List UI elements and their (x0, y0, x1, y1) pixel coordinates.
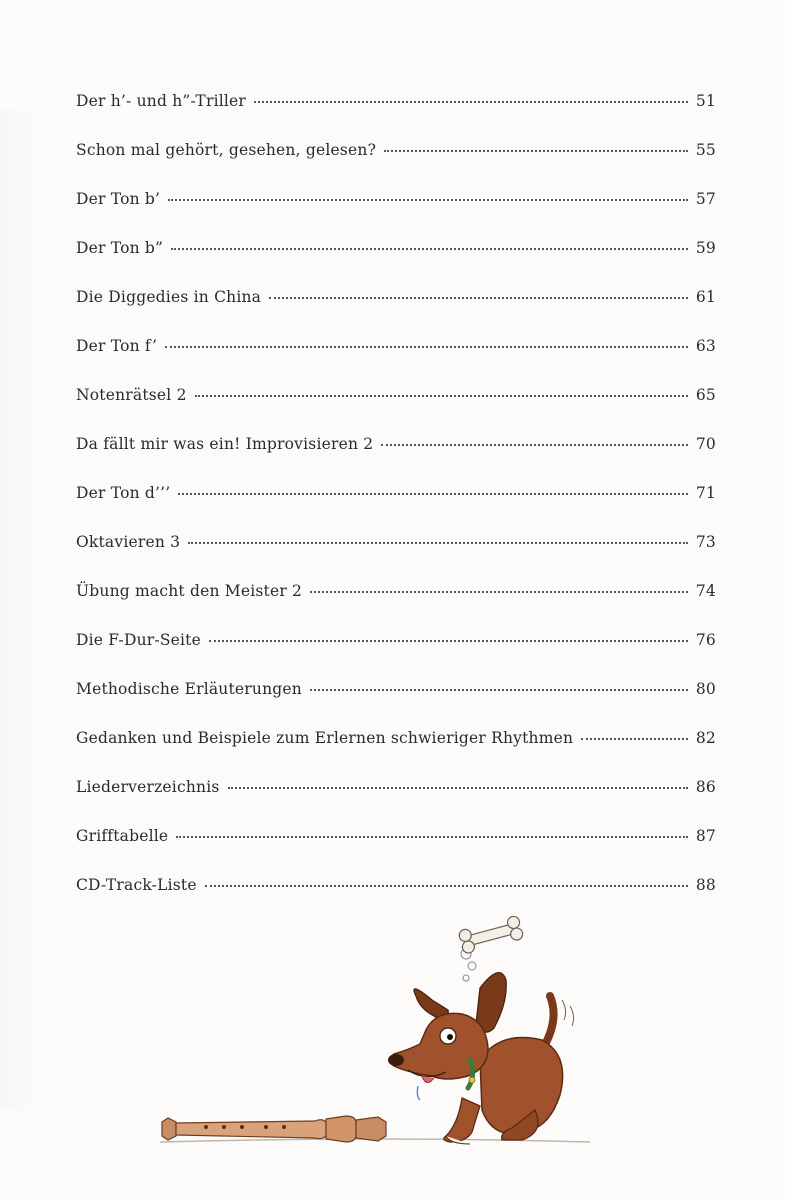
toc-entry-title: Der Ton d’’’ (76, 484, 171, 502)
toc-entry (76, 386, 716, 435)
toc-leader-dots (195, 395, 688, 397)
toc-entry (76, 778, 716, 827)
toc-entry-title: Liederverzeichnis (76, 778, 220, 796)
toc-entry-page: 63 (695, 337, 716, 355)
toc-leader-dots (176, 836, 688, 838)
toc-leader-dots (310, 591, 688, 593)
toc-leader-dots (269, 297, 688, 299)
toc-entry-title: Grifftabelle (76, 827, 169, 845)
toc-entry-page: 70 (695, 435, 716, 453)
toc-entry-page: 73 (695, 533, 716, 551)
toc-leader-dots (581, 738, 688, 740)
toc-entry (76, 92, 716, 141)
toc-entry (76, 827, 716, 876)
toc-entry (76, 239, 716, 288)
toc-entry (76, 533, 716, 582)
toc-leader-dots (254, 101, 688, 103)
toc-entry-page: 71 (695, 484, 716, 502)
dog-icon (388, 973, 574, 1144)
toc-entry-page: 51 (695, 92, 716, 110)
toc-entry-page: 82 (695, 729, 716, 747)
dog-with-recorder-icon (150, 910, 610, 1170)
toc-entry-page: 61 (695, 288, 716, 306)
toc-leader-dots (209, 640, 688, 642)
toc-entry (76, 337, 716, 386)
toc-entry-page: 86 (695, 778, 716, 796)
toc-leader-dots (384, 150, 688, 152)
toc-entry-page: 74 (695, 582, 716, 600)
toc-entry-page: 76 (695, 631, 716, 649)
toc-entry (76, 631, 716, 680)
toc-entry-title: Der h’- und h”-Triller (76, 92, 247, 110)
bone-thought-icon (458, 915, 524, 981)
toc-leader-dots (228, 787, 688, 789)
toc-leader-dots (178, 493, 687, 495)
toc-entry (76, 582, 716, 631)
table-of-contents (76, 92, 716, 925)
toc-entry (76, 435, 716, 484)
toc-entry (76, 190, 716, 239)
toc-leader-dots (171, 248, 688, 250)
toc-leader-dots (381, 444, 688, 446)
recorder-icon (162, 1116, 386, 1142)
toc-entry-page: 57 (695, 190, 716, 208)
toc-entry-title: Die Diggedies in China (76, 288, 262, 306)
toc-entry (76, 141, 716, 190)
toc-entry-title: Der Ton b” (76, 239, 164, 257)
toc-entry (76, 288, 716, 337)
toc-leader-dots (205, 885, 688, 887)
toc-entry-title: Schon mal gehört, gesehen, gelesen? (76, 141, 377, 159)
toc-entry-page: 80 (695, 680, 716, 698)
toc-entry-page: 59 (695, 239, 716, 257)
toc-entry-title: Gedanken und Beispiele zum Erlernen schwieriger Rhythmen (76, 729, 574, 747)
toc-entry-title: Der Ton b’ (76, 190, 161, 208)
toc-leader-dots (168, 199, 688, 201)
toc-entry-title: Methodische Erläuterungen (76, 680, 302, 698)
toc-entry-title: Die F-Dur-Seite (76, 631, 201, 649)
toc-entry-title: CD-Track-Liste (76, 876, 197, 894)
toc-entry (76, 729, 716, 778)
toc-leader-dots (188, 542, 688, 544)
toc-entry-title: Notenrätsel 2 (76, 386, 187, 404)
toc-entry-page: 87 (695, 827, 716, 845)
page-bleed-through (0, 110, 40, 1110)
toc-entry-page: 88 (695, 876, 716, 894)
toc-entry-title: Da fällt mir was ein! Improvisieren 2 (76, 435, 374, 453)
toc-entry (76, 484, 716, 533)
toc-entry-page: 55 (695, 141, 716, 159)
toc-entry-page: 65 (695, 386, 716, 404)
toc-leader-dots (165, 346, 688, 348)
toc-leader-dots (310, 689, 688, 691)
toc-entry (76, 680, 716, 729)
toc-entry-title: Übung macht den Meister 2 (76, 582, 303, 600)
toc-entry-title: Der Ton f’ (76, 337, 158, 355)
toc-entry-title: Oktavieren 3 (76, 533, 181, 551)
